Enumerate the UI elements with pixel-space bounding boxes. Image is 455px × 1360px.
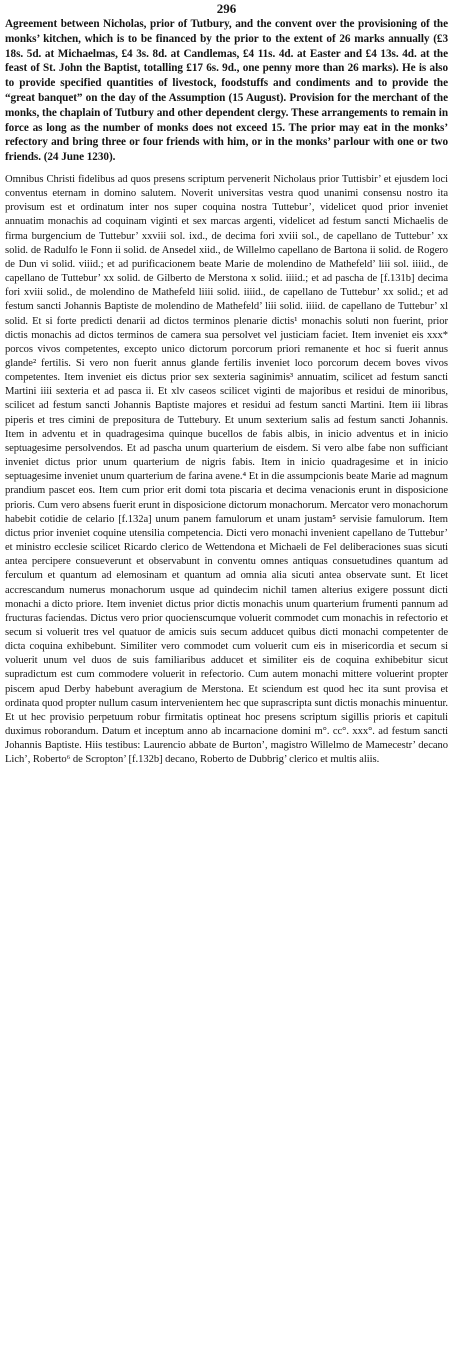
english-summary-paragraph: Agreement between Nicholas, prior of Tutbury, and the convent over the provisioning of the monks’ kitchen, which is to be financed by the prior to the extent of 26 marks annually (£3 18s. 5d. at Michaelmas, £4 3s. 8d. at Candlemas, £4 11s. 4d. at Easter and £4 13s. 4d. at the feast of St. John the Baptist, totalling £17 6s. 9d., one penny more than 26 marks). He is also to provide specified quantities of livestock, foodstuffs and condiments and to provide the “great banquet” on the day of the Assumption (15 August). Provision for the merchant of the monks, the chaplain of Tutbury and other dependent clergy. These arrangements to remain in force as long as the number of monks does not exceed 15. The prior may eat in the monks’ refectory and bring three or four friends with him, or in the monks’ parlour with one or two friends. (24 June 1230). — [5, 18, 448, 164]
page-number: 296 — [216, 1, 237, 16]
latin-charter-text: Omnibus Christi fidelibus ad quos presens scriptum pervenerit Nicholaus prior Tuttisbir’ et ejusdem loci conventus eternam in domino salutem. Noverit universitas vestra quod unanimi consensu nostro ita provisum est et ordinatum inter nos super coquina nostra Tuttebur’, videlicet quod prior inveniet annuatim monachis ad coquinam viginti et sex marcas argenti, videlicet ad festum sancti Michaelis de firma burgencium de Tuttebur’ xxviii sol. ixd., de decima fori xviii sol., de capellano de Tuttebur’ xx solid. de Radulfo le Fonn ii solid. de Ansedel xiid., de Willelmo capellano de Bartona ii solid. de Rogero de Dun vi solid. viiid.; et ad purificacionem beate Marie de molendino de Mathefeld’ liii sol. iiiid., de capellano de Tuttebur’ xx solid. de Gilberto de Merstona x solid. iiiid.; et ad pascha de [f.131b] decima fori xviii solid., de molendino de Mathefeld liiii solid. iiiid., de capellano de Tuttebur’ xx solid.; et ad festum sancti Johannis Baptiste de molendino de Mathefeld’ liii solid. iiiid. de capellano de Tuttebur’ xl solid. Et si forte predicti denarii ad dictos terminos plenarie dictis¹ monachis soluti non fuerint, prior dictis monachis ad dictos terminos de camera sua persolvet vel justiciam faciet. Item inveniet eis xxx* porcos vivos competentes, excepto unico dictorum porcorum priori remanente et hoc si fuerit annus glande² fertilis. Si vero non fuerit annus glande fertilis inveniet loco porcorum decem boves vivos competentes. Item inveniet eis dictus prior sex sexteria saginimis³ annuatim, scilicet ad festum sancti Martini iiii sexteria et ad pasca ii. Et xlv caseos scilicet viginti de majoribus et residui de minoribus, scilicet ad festum sancti Johannis Baptiste majores et residui ad festum sancti Martini. Item iii libras piperis et tres cimini de prepositura de Tuttebury. Et unum sexterium salis ad festum sancti Johannis. Item in adventu et in quadragesima quinque bucellos de fabis albis, in inicio adventus et in inicio septuagesime persolvendos. Et ad pascha unum quarterium de eisdem. Si vero albe fabe non sufficiant inveniet dictus prior unum quarterium de nigris fabis. Item in inicio quadragesime et in inicio septuagesime inveniet unum quarterium de farina avene.⁴ Et in die assumpcionis beate Marie ad magnum prandium pascet eos. Item cum prior erit domi tota piscaria et decima venacionis erunt in disposicione prioris. Cum vero absens fuerit erunt in disposicione dictorum monachorum. Mercator vero monachorum habebit cotidie de celario [f.132a] unum panem famulorum et unam justam⁵ servisie famulorum. Item dictus prior inveniet coquine utensilia competencia. Dicti vero monachi invenient capellano de Tuttebur’ et ministro ecclesie scilicet Ricardo clerico de Wettendona et Michaeli de Fel deliberaciones suas sicuti antea percipere consueverunt et observabunt in conventu omnes antiquas consuetudines quantum ad ferculum et quantum ad elemosinam et quantum ad omnia alia sicuti antea observate sunt. Et licet accrescandum numerus monachorum usque ad quindecim nichil tamen alterius exigere possunt dicti monachi a dicto priore. Item inveniet dictus prior dictis monachis unum quarterium frumenti pannum ad fructuras faciendas. Dictus vero prior quocienscumque voluerit commodet cum monachis in refectorio et secum si voluerit tres vel quatuor de amicis suis secum adducet quibus dicti monachi competenter de dicta coquina exhibebunt. Similiter vero commodet cum voluerit cum eis in misericordia et secum si voluerit unum vel duos de suis familiaribus adducet et similiter eis de coquina exhibebitur sicut supradictum est cum commodere voluerit in refectorio. Cum autem monachi mittere voluerint propter piscem apud Derby habebunt averagium de Merstona. Et sciendum est quod hec ita sunt provisa et ordinata quod propter nullum casum intervenientem hec que suprascripta sunt dictis monachis minuentur. Et ut hec provisio perpetuum robur firmitatis optineat hoc presens scriptum sigillis prioris et capituli duximus roborandum. Datum et inceptum anno ab incarnacione domini m°. cc°. xxx°. ad festum sancti Johannis Baptiste. Hiis testibus: Laurencio abbate de Burton’, magistro Willelmo de Mamecestr’ decano Lich’, Roberto⁶ de Scropton’ [f.132b] decano, Roberto de Dubbrig’ clerico et multis aliis. — [5, 173, 448, 766]
